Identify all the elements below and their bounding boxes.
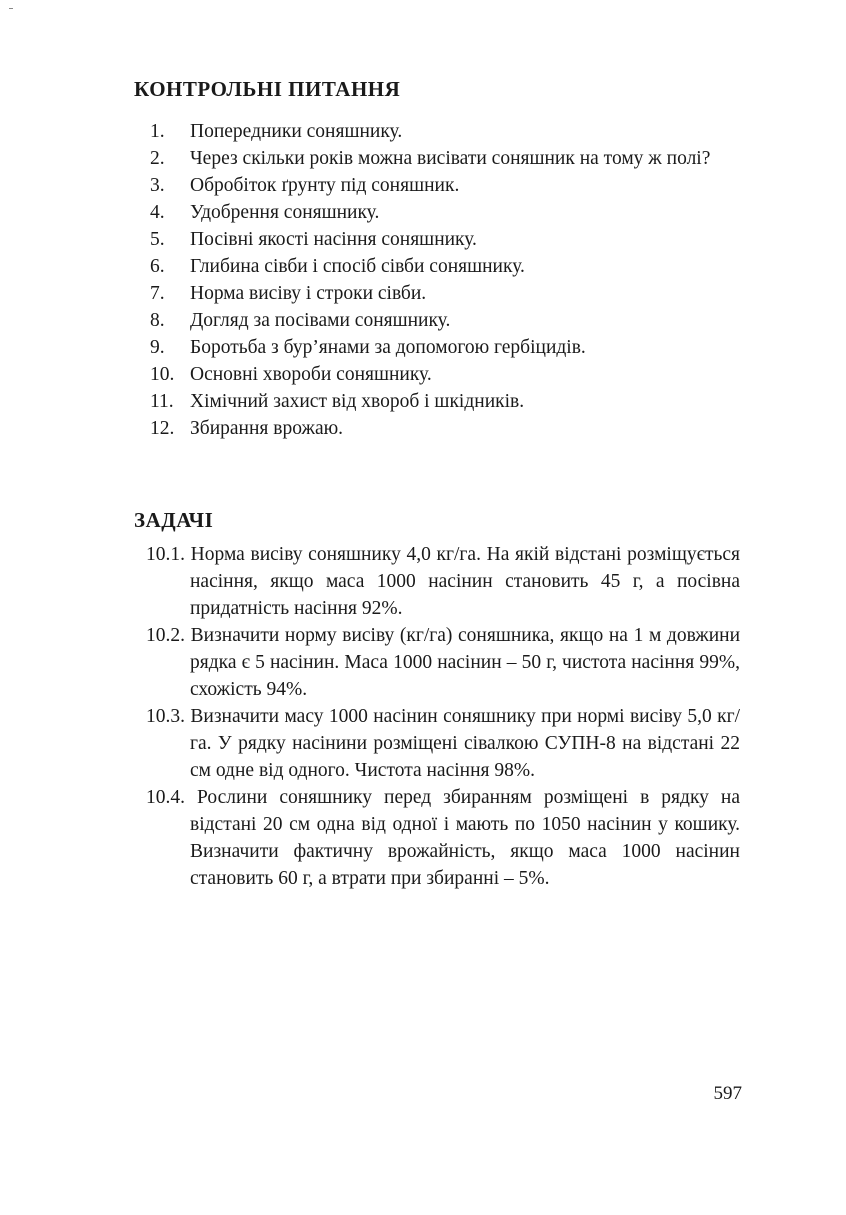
list-item <box>150 361 740 388</box>
task-item <box>146 622 740 703</box>
page-number: 597 <box>713 1083 742 1104</box>
question-text: Хімічний захист від хвороб і шкідників. <box>190 391 525 412</box>
question-text: Удобрення соняшнику. <box>190 202 380 223</box>
scan-mark <box>9 8 13 9</box>
list-item <box>150 307 740 334</box>
task-text: Рослини соняшнику перед збиранням розміщені в рядку на відстані 20 см одна від одної і мають по 1050 насінин у кошику. Визначити фактичну врожайність, якщо маса 1000 насінин становить 60 г, а втрати при збиранні – 5%. <box>190 787 740 889</box>
question-number: 11. <box>150 391 174 412</box>
question-text: Основні хвороби соняшнику. <box>190 364 432 385</box>
task-item <box>146 784 740 892</box>
question-number: 12. <box>150 418 175 439</box>
task-number: 10.1. <box>146 544 185 565</box>
question-number: 7. <box>150 283 165 304</box>
task-item <box>146 541 740 622</box>
list-item <box>150 280 740 307</box>
question-number: 3. <box>150 175 165 196</box>
question-text: Збирання врожаю. <box>190 418 344 439</box>
question-number: 6. <box>150 256 165 277</box>
question-text: Посівні якості насіння соняшнику. <box>190 229 477 250</box>
list-item <box>150 226 740 253</box>
question-number: 2. <box>150 148 165 169</box>
task-number: 10.2. <box>146 625 185 646</box>
list-item <box>150 415 740 442</box>
questions-heading: КОНТРОЛЬНІ ПИТАННЯ <box>134 77 401 101</box>
question-text: Норма висіву і строки сівби. <box>190 283 427 304</box>
list-item <box>150 145 740 172</box>
question-text: Попередники соняшнику. <box>190 121 403 142</box>
task-number: 10.3. <box>146 706 185 727</box>
task-item <box>146 703 740 784</box>
list-item <box>150 199 740 226</box>
task-text: Визначити масу 1000 насінин соняшнику при нормі висіву 5,0 кг/га. У рядку насінини розміщені сівалкою СУПН-8 на відстані 22 см одне від одного. Чистота насіння 98%. <box>190 706 741 781</box>
list-item <box>150 253 740 280</box>
question-number: 9. <box>150 337 165 358</box>
question-text: Через скільки років можна висівати соняшник на тому ж полі? <box>190 148 711 169</box>
question-number: 5. <box>150 229 165 250</box>
task-text: Визначити норму висіву (кг/га) соняшника, якщо на 1 м довжини рядка є 5 насінин. Маса 1000 насінин – 50 г, чистота насіння 99%, схожість 94%. <box>190 625 741 700</box>
list-item <box>150 118 740 145</box>
question-text: Глибина сівби і спосіб сівби соняшнику. <box>190 256 525 277</box>
question-number: 10. <box>150 364 175 385</box>
question-text: Боротьба з бур’янами за допомогою гербіцидів. <box>190 337 586 358</box>
question-number: 8. <box>150 310 165 331</box>
question-number: 4. <box>150 202 165 223</box>
tasks-list <box>146 541 740 892</box>
task-number: 10.4. <box>146 787 185 808</box>
question-number: 1. <box>150 121 165 142</box>
list-item <box>150 388 740 415</box>
list-item <box>150 172 740 199</box>
question-text: Догляд за посівами соняшнику. <box>190 310 451 331</box>
task-text: Норма висіву соняшнику 4,0 кг/га. На якій відстані розміщується насіння, якщо маса 1000 насінин становить 45 г, а посівна придатність насіння 92%. <box>190 544 740 619</box>
question-text: Обробіток ґрунту під соняшник. <box>190 175 460 196</box>
questions-list <box>150 118 740 442</box>
list-item <box>150 334 740 361</box>
tasks-heading: ЗАДАЧІ <box>134 508 214 532</box>
